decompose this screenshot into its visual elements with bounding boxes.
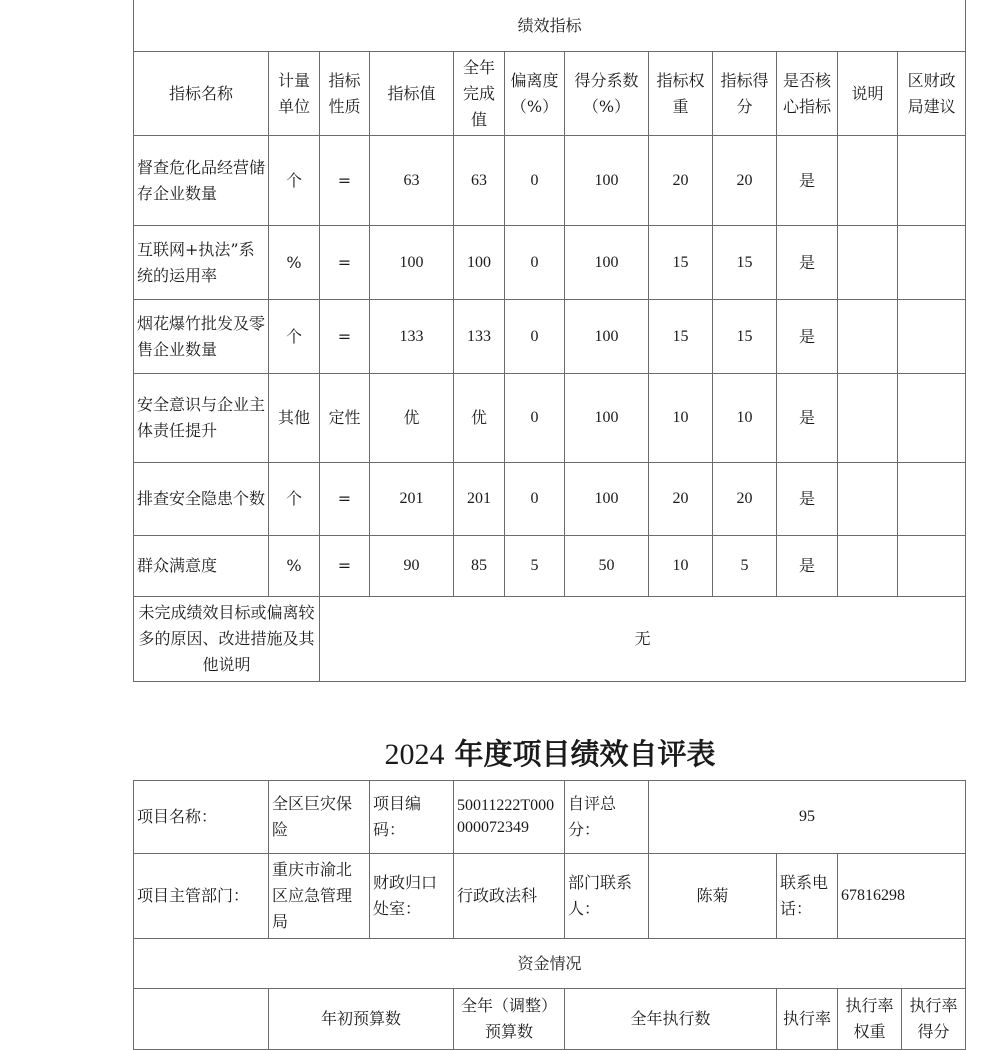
coef-cell: 100 <box>565 226 649 300</box>
header-cell: 全年完成值 <box>454 52 505 136</box>
score-cell: 5 <box>713 536 777 597</box>
coef-cell: 100 <box>565 136 649 226</box>
deviation-cell: 0 <box>505 136 565 226</box>
self-score-label: 自评总分： <box>565 781 649 854</box>
unit-cell: % <box>269 226 320 300</box>
contact-value: 陈菊 <box>649 854 777 939</box>
core-cell: 是 <box>777 136 838 226</box>
contact-label: 部门联系人： <box>565 854 649 939</box>
score-cell: 15 <box>713 226 777 300</box>
actual-cell: 133 <box>454 300 505 374</box>
target-cell: 63 <box>370 136 454 226</box>
nature-cell: 定性 <box>320 374 370 463</box>
indicator-name: 互联网+执法”系统的运用率 <box>134 226 269 300</box>
note-cell <box>838 536 898 597</box>
form-title <box>0 732 1000 773</box>
header-cell: 指标得分 <box>713 52 777 136</box>
funds-section-title: 资金情况 <box>134 939 966 989</box>
actual-cell: 85 <box>454 536 505 597</box>
nature-cell: = <box>320 226 370 300</box>
core-cell: 是 <box>777 226 838 300</box>
section-title: 绩效指标 <box>134 0 966 52</box>
dept-label: 项目主管部门： <box>134 854 269 939</box>
nature-cell: = <box>320 463 370 536</box>
core-cell: 是 <box>777 374 838 463</box>
header-cell: 指标名称 <box>134 52 269 136</box>
footer-value: 无 <box>320 597 966 682</box>
weight-cell: 20 <box>649 136 713 226</box>
score-cell: 10 <box>713 374 777 463</box>
indicator-name: 督查危化品经营储存企业数量 <box>134 136 269 226</box>
deviation-cell: 0 <box>505 226 565 300</box>
coef-cell: 100 <box>565 374 649 463</box>
deviation-cell: 0 <box>505 300 565 374</box>
weight-cell: 20 <box>649 463 713 536</box>
header-cell: 全年（调整）预算数 <box>454 989 565 1050</box>
form-title-text: 年度项目绩效自评表 <box>454 737 716 771</box>
unit-cell: 个 <box>269 463 320 536</box>
table-row <box>134 536 966 597</box>
project-self-eval-table <box>133 780 966 1050</box>
advice-cell <box>898 374 966 463</box>
header-cell: 执行率 <box>777 989 838 1050</box>
actual-cell: 优 <box>454 374 505 463</box>
target-cell: 优 <box>370 374 454 463</box>
weight-cell: 15 <box>649 300 713 374</box>
actual-cell: 201 <box>454 463 505 536</box>
header-cell: 执行率权重 <box>838 989 902 1049</box>
note-cell <box>838 374 898 463</box>
header-cell: 得分系数（%） <box>565 52 649 136</box>
score-cell: 20 <box>713 136 777 226</box>
weight-cell: 15 <box>649 226 713 300</box>
header-cell: 年初预算数 <box>269 989 454 1050</box>
coef-cell: 50 <box>565 536 649 597</box>
finance-office-value: 行政政法科 <box>454 854 565 939</box>
deviation-cell: 0 <box>505 463 565 536</box>
advice-cell <box>898 226 966 300</box>
header-cell: 全年执行数 <box>565 989 777 1050</box>
project-name-value: 全区巨灾保险 <box>269 781 370 854</box>
header-row <box>134 52 966 136</box>
unit-cell: 个 <box>269 300 320 374</box>
performance-indicator-table <box>133 0 966 682</box>
header-cell: 是否核心指标 <box>777 52 838 136</box>
advice-cell <box>898 136 966 226</box>
core-cell: 是 <box>777 463 838 536</box>
deviation-cell: 5 <box>505 536 565 597</box>
target-cell: 100 <box>370 226 454 300</box>
weight-cell: 10 <box>649 536 713 597</box>
unit-cell: 个 <box>269 136 320 226</box>
header-cell: 指标值 <box>370 52 454 136</box>
indicator-name: 烟花爆竹批发及零售企业数量 <box>134 300 269 374</box>
core-cell: 是 <box>777 536 838 597</box>
table-row <box>134 136 966 226</box>
header-cell <box>134 989 269 1050</box>
note-cell <box>838 300 898 374</box>
footer-label: 未完成绩效目标或偏离较多的原因、改进措施及其他说明 <box>134 597 320 682</box>
project-code-value: 50011222T000000072349 <box>454 781 565 854</box>
dept-value: 重庆市渝北区应急管理局 <box>269 854 370 939</box>
deviation-cell: 0 <box>505 374 565 463</box>
advice-cell <box>898 463 966 536</box>
project-name-label: 项目名称： <box>134 781 269 854</box>
coef-cell: 100 <box>565 463 649 536</box>
nature-cell: = <box>320 536 370 597</box>
weight-cell: 10 <box>649 374 713 463</box>
header-cell: 执行率得分 <box>909 996 958 1041</box>
score-cell: 20 <box>713 463 777 536</box>
note-cell <box>838 463 898 536</box>
actual-cell: 63 <box>454 136 505 226</box>
actual-cell: 100 <box>454 226 505 300</box>
unit-cell: 其他 <box>269 374 320 463</box>
header-cell: 偏离度（%） <box>505 52 565 136</box>
table-row <box>134 300 966 374</box>
score-cell: 15 <box>713 300 777 374</box>
indicator-name: 安全意识与企业主体责任提升 <box>134 374 269 463</box>
target-cell: 90 <box>370 536 454 597</box>
advice-cell <box>898 536 966 597</box>
phone-value: 67816298 <box>838 854 966 939</box>
indicator-name: 排查安全隐患个数 <box>134 463 269 536</box>
advice-cell <box>898 300 966 374</box>
header-cell: 计量单位 <box>269 52 320 136</box>
header-cell: 说明 <box>838 52 898 136</box>
header-cell: 区财政局建议 <box>898 52 966 136</box>
indicator-name: 群众满意度 <box>134 536 269 597</box>
header-cell: 指标性质 <box>320 52 370 136</box>
nature-cell: = <box>320 136 370 226</box>
dept-info-row <box>134 854 966 939</box>
table-row <box>134 463 966 536</box>
funds-header-row <box>134 989 966 1050</box>
footer-row <box>134 597 966 682</box>
coef-cell: 100 <box>565 300 649 374</box>
project-code-label: 项目编码： <box>370 781 454 854</box>
nature-cell: = <box>320 300 370 374</box>
form-title-year: 2024 <box>384 738 445 771</box>
table-row <box>134 374 966 463</box>
note-cell <box>838 226 898 300</box>
core-cell: 是 <box>777 300 838 374</box>
finance-office-label: 财政归口处室： <box>370 854 454 939</box>
self-score-value: 95 <box>649 781 966 854</box>
phone-label: 联系电话： <box>777 854 838 939</box>
target-cell: 201 <box>370 463 454 536</box>
header-cell: 指标权重 <box>649 52 713 136</box>
unit-cell: % <box>269 536 320 597</box>
table-row <box>134 226 966 300</box>
target-cell: 133 <box>370 300 454 374</box>
project-info-row <box>134 781 966 854</box>
header-split-cell <box>838 989 966 1050</box>
note-cell <box>838 136 898 226</box>
